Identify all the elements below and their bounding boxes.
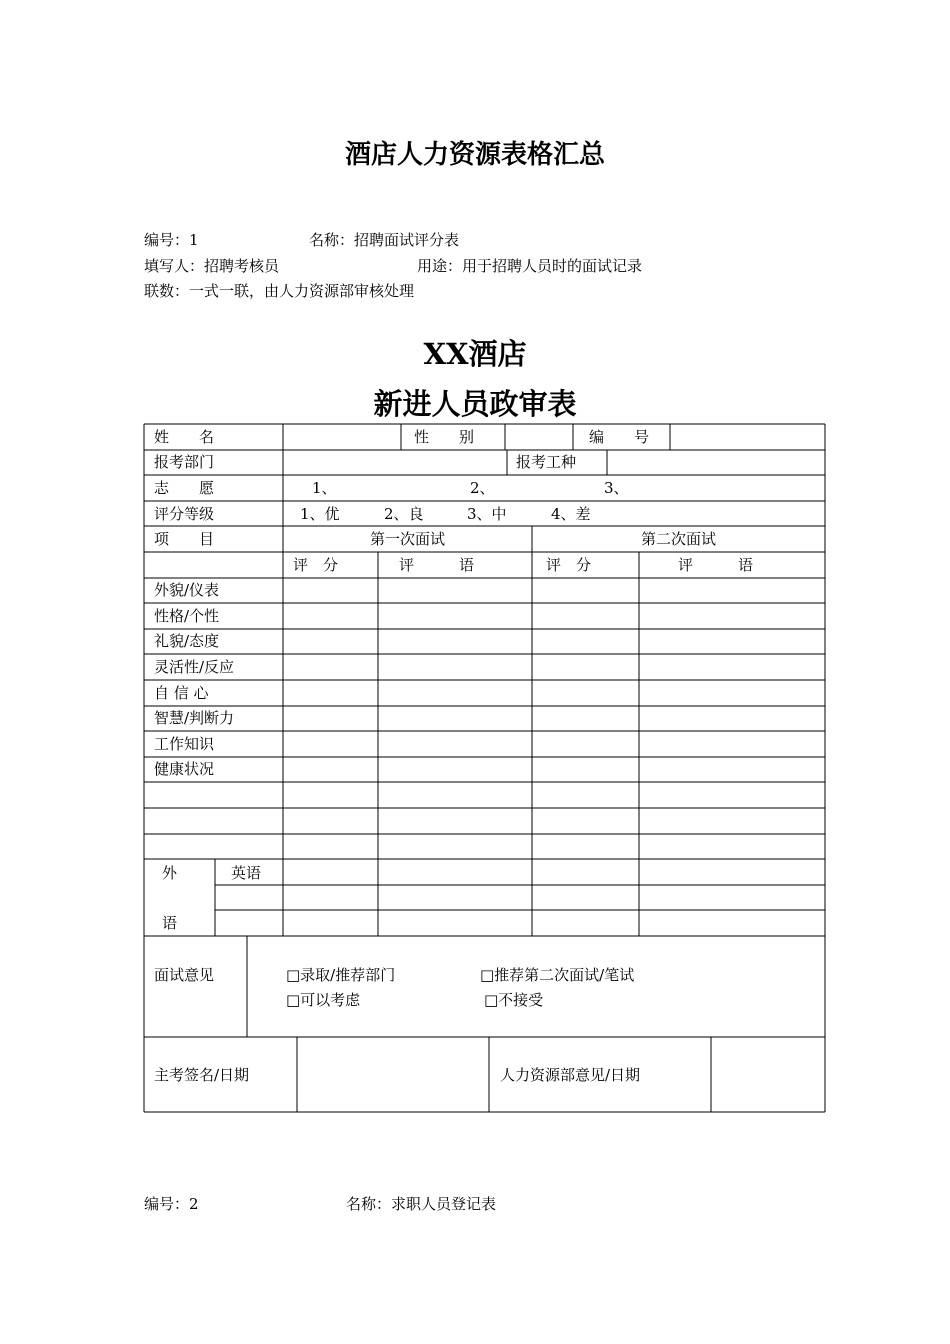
wish-option: 2、 xyxy=(470,479,495,497)
score-header: 评 分 xyxy=(293,556,339,574)
item-label: 项 目 xyxy=(154,530,215,548)
grade-label: 评分等级 xyxy=(154,505,215,523)
form-title: 新进人员政审表 xyxy=(373,387,577,421)
form1-number: 编号：1 xyxy=(144,231,199,249)
examiner-signature-label: 主考签名/日期 xyxy=(154,1066,250,1084)
eval-row-label: 外貌/仪表 xyxy=(154,581,220,599)
eval-row-label: 工作知识 xyxy=(154,735,215,753)
grade-option: 4、差 xyxy=(551,505,591,523)
first-interview-header: 第一次面试 xyxy=(369,530,445,548)
grade-option: 2、良 xyxy=(384,505,424,523)
wish-label: 志 愿 xyxy=(154,479,215,497)
dept-label: 报考部门 xyxy=(154,453,215,471)
hotel-title: XX酒店 xyxy=(423,337,527,371)
comment-header: 评 语 xyxy=(678,556,754,574)
eval-row-label: 性格/个性 xyxy=(154,607,220,625)
eval-row-label: 智慧/判断力 xyxy=(154,709,235,727)
english-label: 英语 xyxy=(231,864,262,882)
language-label-top: 外 xyxy=(162,864,178,882)
opinion-option-consider[interactable]: □可以考虑 xyxy=(286,991,361,1009)
id-label: 编 号 xyxy=(589,428,650,446)
form1-copies: 联数：一式一联，由人力资源部审核处理 xyxy=(144,282,415,300)
second-interview-header: 第二次面试 xyxy=(640,530,716,548)
opinion-option-second-interview[interactable]: □推荐第二次面试/笔试 xyxy=(480,966,635,984)
eval-row-label: 灵活性/反应 xyxy=(154,658,235,676)
grade-option: 3、中 xyxy=(467,505,507,523)
form1-filler: 填写人：招聘考核员 xyxy=(144,257,280,275)
form1-usage: 用途：用于招聘人员时的面试记录 xyxy=(417,257,643,275)
form2-number: 编号：2 xyxy=(144,1195,199,1213)
opinion-label: 面试意见 xyxy=(154,966,215,984)
job-label: 报考工种 xyxy=(516,453,577,471)
grade-option: 1、优 xyxy=(300,505,340,523)
hr-opinion-label: 人力资源部意见/日期 xyxy=(500,1066,641,1084)
score-header: 评 分 xyxy=(546,556,592,574)
eval-row-label: 自 信 心 xyxy=(154,684,209,702)
wish-option: 3、 xyxy=(604,479,629,497)
opinion-option-hire[interactable]: □录取/推荐部门 xyxy=(286,966,396,984)
eval-row-label: 健康状况 xyxy=(154,760,215,778)
form1-name: 名称：招聘面试评分表 xyxy=(309,231,460,249)
name-label: 姓 名 xyxy=(154,428,215,446)
opinion-option-reject[interactable]: □不接受 xyxy=(484,991,544,1009)
gender-label: 性 别 xyxy=(414,428,475,446)
wish-option: 1、 xyxy=(312,479,337,497)
document-title: 酒店人力资源表格汇总 xyxy=(344,140,605,170)
comment-header: 评 语 xyxy=(399,556,475,574)
form2-name: 名称：求职人员登记表 xyxy=(346,1195,497,1213)
eval-row-label: 礼貌/态度 xyxy=(154,632,220,650)
language-label-bottom: 语 xyxy=(162,914,178,932)
